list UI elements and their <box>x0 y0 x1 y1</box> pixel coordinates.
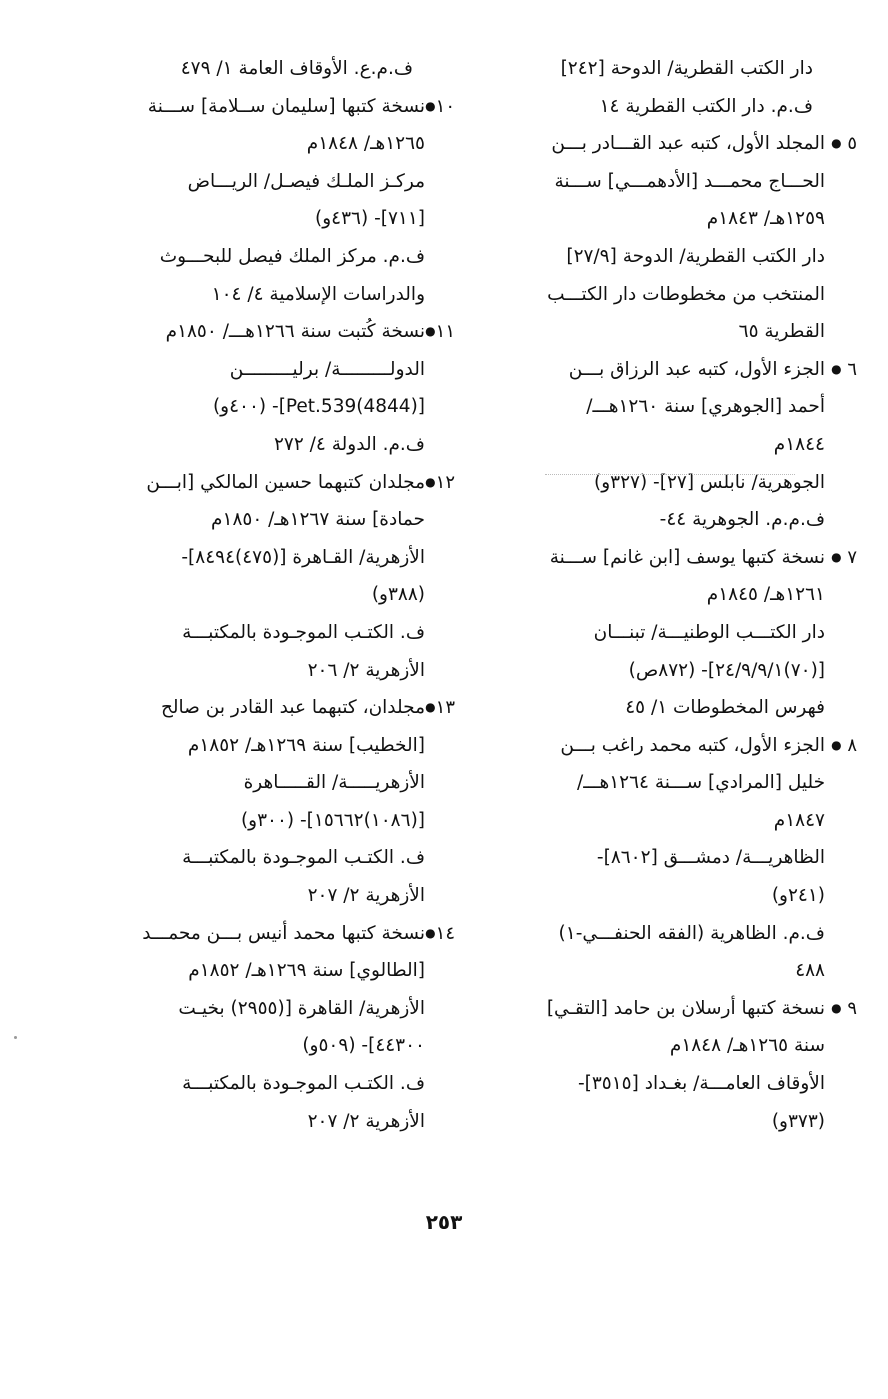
entry-line: ١٢٦١هـ/ ١٨٤٥م <box>706 584 825 606</box>
entry-line: الأزهرية ٢/ ٢٠٧ <box>307 1110 425 1132</box>
entry-line: نسخة كتبها يوسف [ابن غانم] ســـنة <box>549 546 825 568</box>
entry-line: والدراسات الإسلامية ٤/ ١٠٤ <box>211 283 425 305</box>
entry-line: [(١٠٨٦)١٥٦٦٢]- (٣٠٠و) <box>240 809 425 831</box>
entry-line: أحمد [الجوهري] سنة ١٢٦٠هـــ/ <box>586 396 825 418</box>
entry-line: (٢٤١و) <box>771 885 825 907</box>
entry-line: ف.م. الظاهرية (الفقه الحنفـــي-١) <box>558 922 825 944</box>
page-number: ٢٥٣ <box>425 1210 463 1234</box>
entry-line: المجلد الأول، كتبه عبد القـــادر بـــن <box>551 133 825 155</box>
entry-number: ١٣● <box>425 697 455 719</box>
entry-line: الأزهرية/ القاهرة [(٢٩٥٥) بخيـت <box>178 997 425 1019</box>
entry-line: ١٢٦٥هـ/ ١٨٤٨م <box>306 133 425 155</box>
entry-line: ٤٤٣٠٠]- (٥٠٩و) <box>302 1035 425 1057</box>
entry-line: الأزهريـــــة/ القـــــاهرة <box>243 772 425 794</box>
entry-line: [(4844)Pet.539]- (٤٠٠و) <box>212 396 425 418</box>
scan-artifact-line <box>545 474 795 475</box>
entry-line: الحـــاج محمـــد [الأدهمـــي] ســـنة <box>554 170 825 192</box>
entry-line: نسخة كتبها [سليمان ســلامة] ســـنة <box>147 95 425 117</box>
intro-line: دار الكتب القطرية/ الدوحة [٢٤٢] <box>560 58 813 79</box>
entry-11 <box>80 313 455 463</box>
entry-line: سنة ١٢٦٥هـ/ ١٨٤٨م <box>669 1035 825 1057</box>
entry-line: القطرية ٦٥ <box>738 321 825 343</box>
entry-line: الجوهرية/ نابلس [٢٧]- (٣٢٧و) <box>593 471 825 493</box>
entry-14 <box>80 915 455 1141</box>
entry-line: ف.م. مركز الملك فيصل للبحـــوث <box>159 245 425 267</box>
entry-line: مجلدان كتبهما حسين المالكي [ابـــن <box>146 471 425 493</box>
scan-artifact-dot <box>14 1036 17 1039</box>
entry-line: الظاهريـــة/ دمشـــق [٨٦٠٢]- <box>596 847 825 869</box>
entry-line: ١٨٤٤م <box>773 433 825 455</box>
entry-number: ١٤● <box>425 922 455 944</box>
entry-number: ١١● <box>425 321 455 343</box>
entry-line: الجزء الأول، كتبه محمد راغب بـــن <box>560 734 825 756</box>
right-column <box>470 50 857 1140</box>
entry-6 <box>470 351 857 539</box>
entry-line: ف. الكتـب الموجـودة بالمكتبـــة <box>182 1073 425 1095</box>
entry-line: نسخة كتبها محمد أنيس بـــن محمـــد <box>142 922 425 944</box>
entry-line: مركـز الملـك فيصـل/ الريـــاض <box>187 170 425 192</box>
intro-line: ف.م.ع. الأوقاف العامة ١/ ٤٧٩ <box>180 58 413 79</box>
entry-line: الأزهرية ٢/ ٢٠٧ <box>307 885 425 907</box>
entry-line: ١٨٤٧م <box>773 809 825 831</box>
entry-line: دار الكتب القطرية/ الدوحة [٢٧/٩] <box>566 245 825 267</box>
entry-13 <box>80 689 455 915</box>
entry-line: مجلدان، كتبهما عبد القادر بن صالح <box>160 697 425 719</box>
entry-line: ف. الكتـب الموجـودة بالمكتبـــة <box>182 621 425 643</box>
entry-12 <box>80 464 455 690</box>
entry-line: الدولـــــــــة/ برليـــــــــن <box>229 358 425 380</box>
entry-line: خليل [المرادي] ســـنة ١٢٦٤هـــ/ <box>576 772 825 794</box>
entry-number: ٩ ● <box>831 997 857 1019</box>
entry-line: [الخطيب] سنة ١٢٦٩هـ/ ١٨٥٢م <box>187 734 425 756</box>
entry-line: الأوقاف العامـــة/ بغـداد [٣٥١٥]- <box>577 1073 825 1095</box>
entry-8 <box>470 727 857 990</box>
entry-line: ١٢٥٩هـ/ ١٨٤٣م <box>706 208 825 230</box>
entry-line: دار الكتـــب الوطنيـــة/ تبنـــان <box>593 621 825 643</box>
entry-line: ف.م. الدولة ٤/ ٢٧٢ <box>273 433 425 455</box>
entry-line: الجزء الأول، كتبه عبد الرزاق بـــن <box>568 358 825 380</box>
entry-line: الأزهرية/ القـاهرة [(٤٧٥)٨٤٩٤]- <box>181 546 425 568</box>
entry-line: [٧١١]- (٤٣٦و) <box>315 208 425 230</box>
entry-number: ٥ ● <box>831 133 857 155</box>
entry-number: ٧ ● <box>831 546 857 568</box>
entry-number: ٨ ● <box>831 734 857 756</box>
entry-line: [الطالوي] سنة ١٢٦٩هـ/ ١٨٥٢م <box>188 960 425 982</box>
left-column <box>80 50 455 1140</box>
entry-line: [(٧٠)٢٤/٩/٩/١]- (٨٧٢ص) <box>628 659 825 681</box>
entry-line: نسخة كتبها أرسلان بن حامد [التقـي] <box>546 997 825 1019</box>
entry-10 <box>80 88 455 314</box>
entry-5 <box>470 125 857 351</box>
entry-line: ف. الكتـب الموجـودة بالمكتبـــة <box>182 847 425 869</box>
entry-number: ١٠● <box>425 95 455 117</box>
entry-line: حمادة] سنة ١٢٦٧هـ/ ١٨٥٠م <box>211 509 425 531</box>
entry-line: فهرس المخطوطات ١/ ٤٥ <box>625 697 825 719</box>
entry-line: المنتخب من مخطوطات دار الكتـــب <box>547 283 825 305</box>
entry-number: ٦ ● <box>831 358 857 380</box>
entry-line: (٣٧٣و) <box>771 1110 825 1132</box>
entry-7 <box>470 539 857 727</box>
entry-line: ٤٨٨ <box>795 960 825 982</box>
entry-line: الأزهرية ٢/ ٢٠٦ <box>307 659 425 681</box>
entry-line: ف.م.م. الجوهرية ٤٤- <box>659 509 825 531</box>
entry-9 <box>470 990 857 1140</box>
intro-line: ف.م. دار الكتب القطرية ١٤ <box>599 95 813 117</box>
entry-line: (٣٨٨و) <box>371 584 425 606</box>
entry-line: نسخة كُتبت سنة ١٢٦٦هـــ/ ١٨٥٠م <box>165 321 425 343</box>
entry-number: ١٢● <box>425 471 455 493</box>
